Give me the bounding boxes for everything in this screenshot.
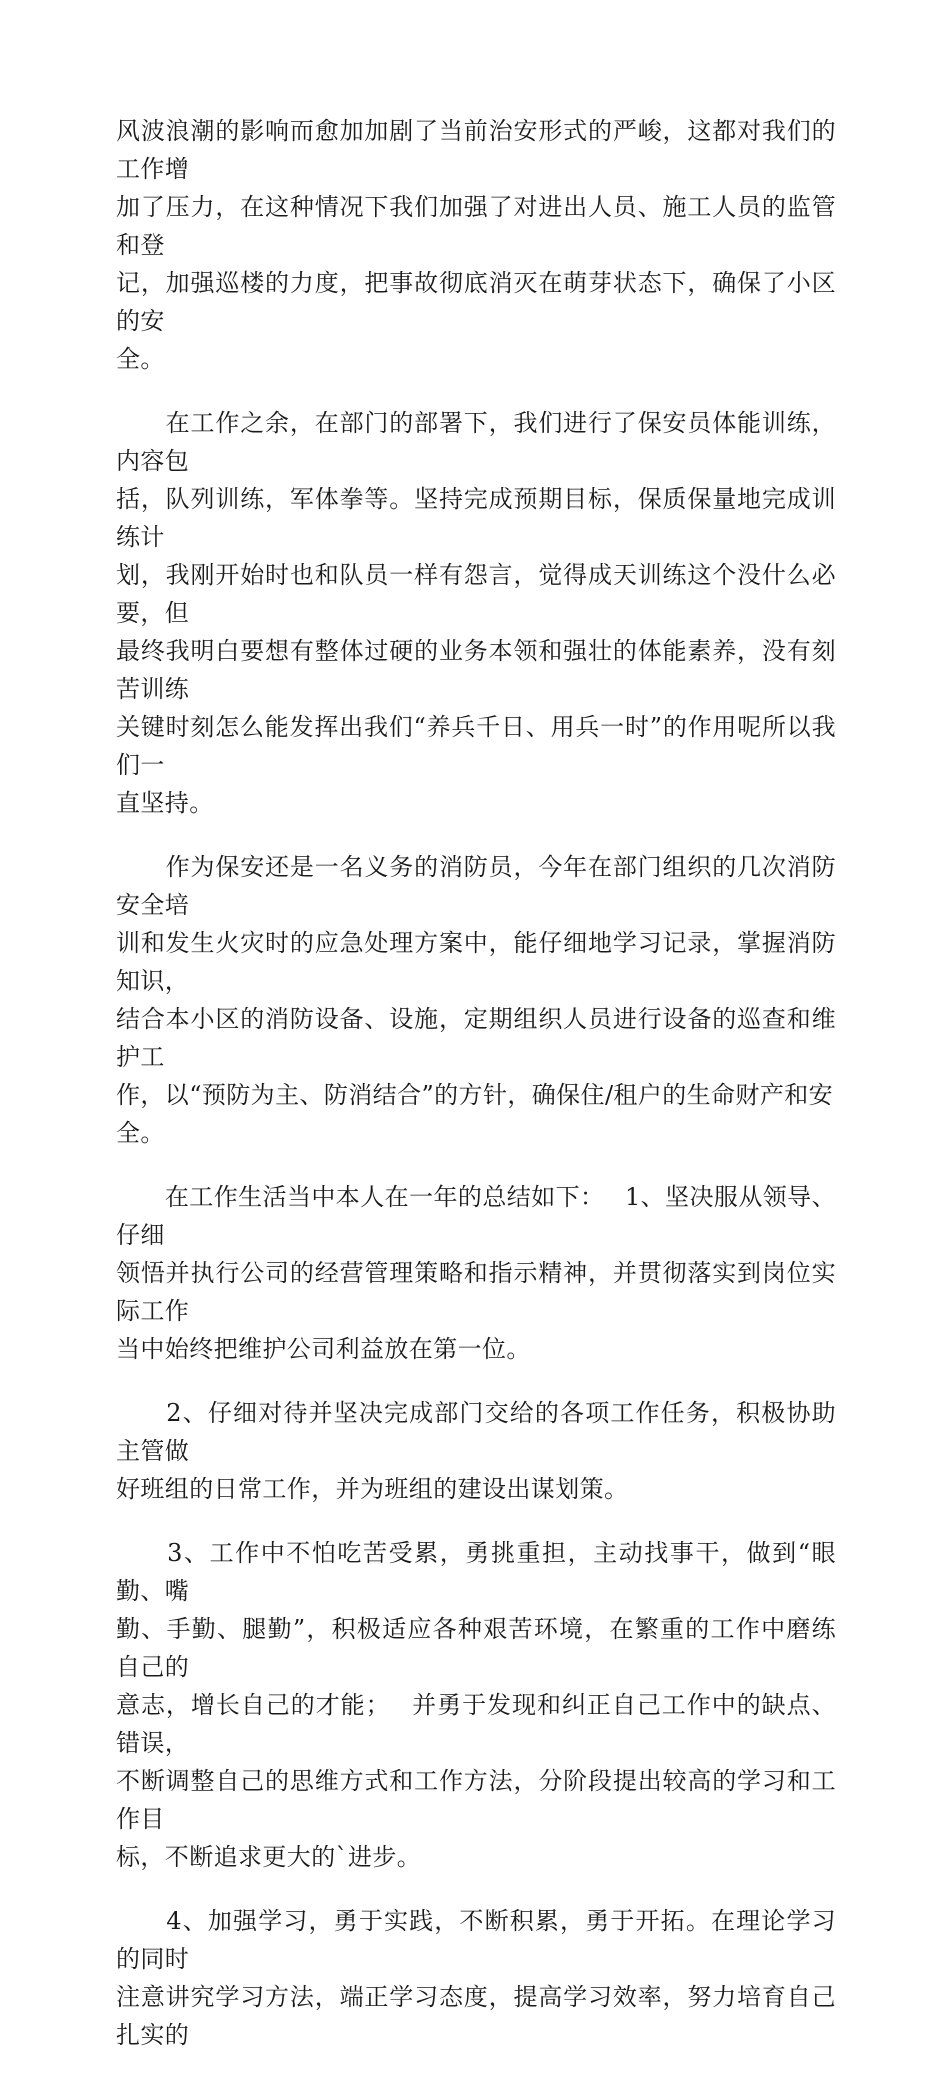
paragraph-5: 2、仔细对待并坚决完成部门交给的各项工作任务，积极协助主管做 好班组的日常工作，并为班组的建设出谋划策。 xyxy=(116,1399,836,1503)
paragraph-7: 4、加强学习，勇于实践，不断积累，勇于开拓。在理论学习的同时 注意讲究学习方法，端正学习态度，提高学习效率，努力培育自己扎实的 xyxy=(116,1907,836,2049)
paragraph-6: 3、工作中不怕吃苦受累，勇挑重担，主动找事干，做到“眼勤、嘴 勤、手勤、腿勤”，积极适应各种艰苦环境，在繁重的工作中磨练自己的 意志，增长自己的才能； 并勇于发现和纠正自己工作中的缺点、错误， 不断调整自己的思维方式和工作方法，分阶段提出较高的学习和工作目 标，不断追求更大的`进步。 xyxy=(116,1539,836,1871)
paragraph-1: 风波浪潮的影响而愈加加剧了当前治安形式的严峻，这都对我们的工作增 加了压力，在这种情况下我们加强了对进出人员、施工人员的监管和登 记，加强巡楼的力度，把事故彻底消灭在萌芽状态下，确保了小区的安 全。 xyxy=(116,117,836,373)
paragraph-3: 作为保安还是一名义务的消防员，今年在部门组织的几次消防安全培 训和发生火灾时的应急处理方案中，能仔细地学习记录，掌握消防知识， 结合本小区的消防设备、设施，定期组织人员进行设备的巡查和维护工 作，以“预防为主、防消结合”的方针，确保住/租户的生命财产和安 全。 xyxy=(116,853,836,1147)
paragraph-2: 在工作之余，在部门的部署下，我们进行了保安员体能训练，内容包 括，队列训练，军体拳等。坚持完成预期目标，保质保量地完成训练计 划，我刚开始时也和队员一样有怨言，觉得成天训练这个没什么必要，但 最终我明白要想有整体过硬的业务本领和强壮的体能素养，没有刻苦训练 关键时刻怎么能发挥出我们“养兵千日、用兵一时”的作用呢所以我们一 直坚持。 xyxy=(116,409,836,817)
paragraph-4: 在工作生活当中本人在一年的总结如下： 1、坚决服从领导、仔细 领悟并执行公司的经营管理策略和指示精神，并贯彻落实到岗位实际工作 当中始终把维护公司利益放在第一位。 xyxy=(116,1183,836,1363)
document-body xyxy=(116,112,836,2080)
